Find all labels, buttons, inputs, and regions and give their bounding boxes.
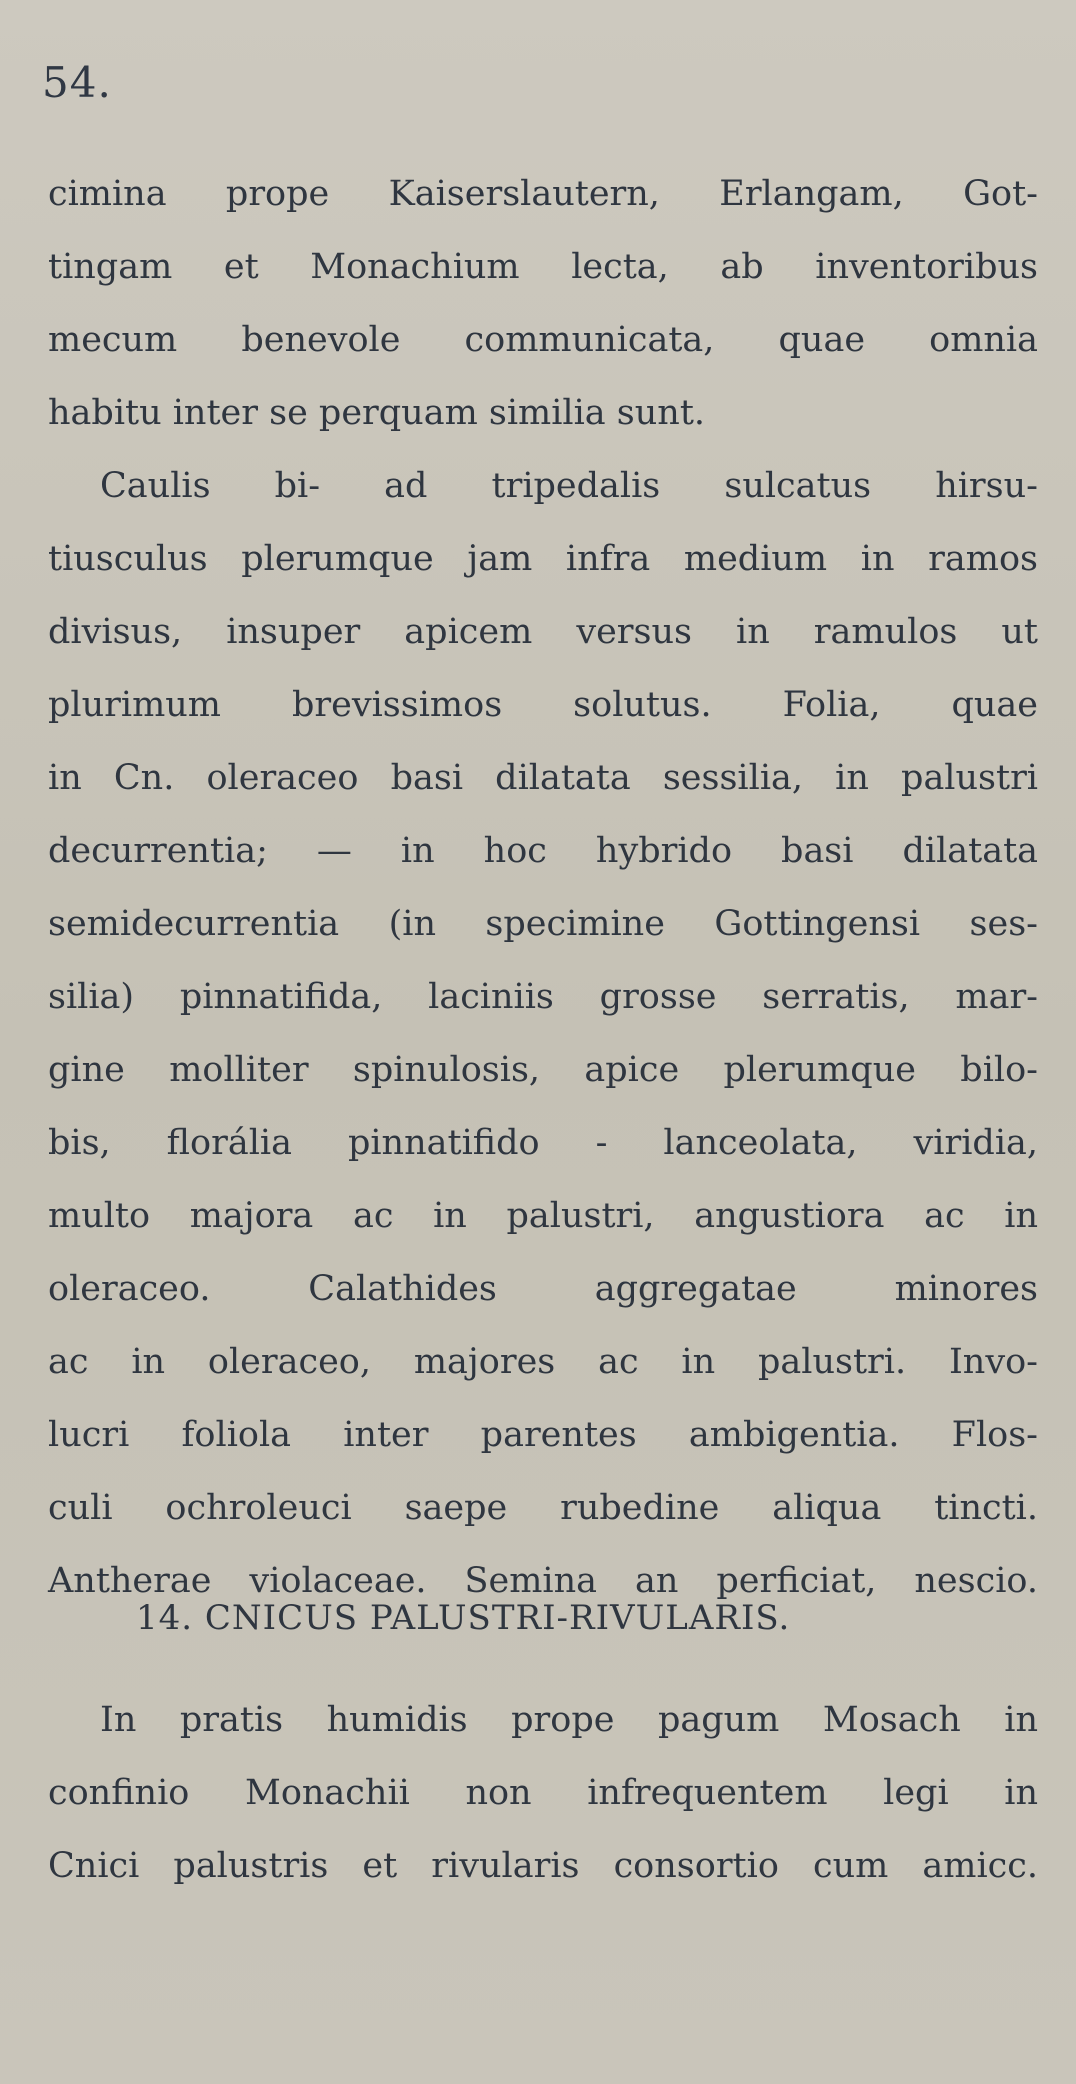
section-text-block [48, 1684, 1038, 1903]
text-line: Cnici palustris et rivularis consortio cum amicc. [48, 1846, 1038, 1886]
text-line: decurrentia; — in hoc hybrido basi dilatata [48, 831, 1038, 871]
text-line: confinio Monachii non infrequentem legi in [48, 1773, 1038, 1813]
text-line: bis, florália pinnatifido - lanceolata, viridia, [48, 1123, 1038, 1163]
text-line: divisus, insuper apicem versus in ramulos ut [48, 612, 1038, 652]
text-line: tiusculus plerumque jam infra medium in ramos [48, 539, 1038, 579]
text-line: culi ochroleuci saepe rubedine aliqua tincti. [48, 1488, 1038, 1528]
text-line: lucri foliola inter parentes ambigentia. Flos- [48, 1415, 1038, 1455]
text-line: cimina prope Kaiserslautern, Erlangam, Got- [48, 174, 1038, 214]
text-line: plurimum brevissimos solutus. Folia, quae [48, 685, 1038, 725]
section-heading: 14. CNICUS PALUSTRI-RIVULARIS. [136, 1598, 791, 1638]
text-line: semidecurrentia (in specimine Gottingensi ses- [48, 904, 1038, 944]
text-line: In pratis humidis prope pagum Mosach in [100, 1700, 1038, 1740]
text-line: tingam et Monachium lecta, ab inventoribus [48, 247, 1038, 287]
text-line: mecum benevole communicata, quae omnia [48, 320, 1038, 360]
main-text-block [48, 158, 1038, 1618]
text-line: habitu inter se perquam similia sunt. [48, 393, 706, 433]
text-line: multo majora ac in palustri, angustiora ac in [48, 1196, 1038, 1236]
text-line: Caulis bi- ad tripedalis sulcatus hirsu- [100, 466, 1038, 506]
text-line: Antherae violaceae. Semina an perficiat, nescio. [48, 1561, 1038, 1601]
text-line: in Cn. oleraceo basi dilatata sessilia, in palustri [48, 758, 1038, 798]
text-line: oleraceo. Calathides aggregatae minores [48, 1269, 1038, 1309]
text-line: gine molliter spinulosis, apice plerumque bilo- [48, 1050, 1038, 1090]
text-line: ac in oleraceo, majores ac in palustri. Invo- [48, 1342, 1038, 1382]
page-number: 54. [42, 58, 112, 107]
text-line: silia) pinnatifida, laciniis grosse serratis, mar- [48, 977, 1038, 1017]
